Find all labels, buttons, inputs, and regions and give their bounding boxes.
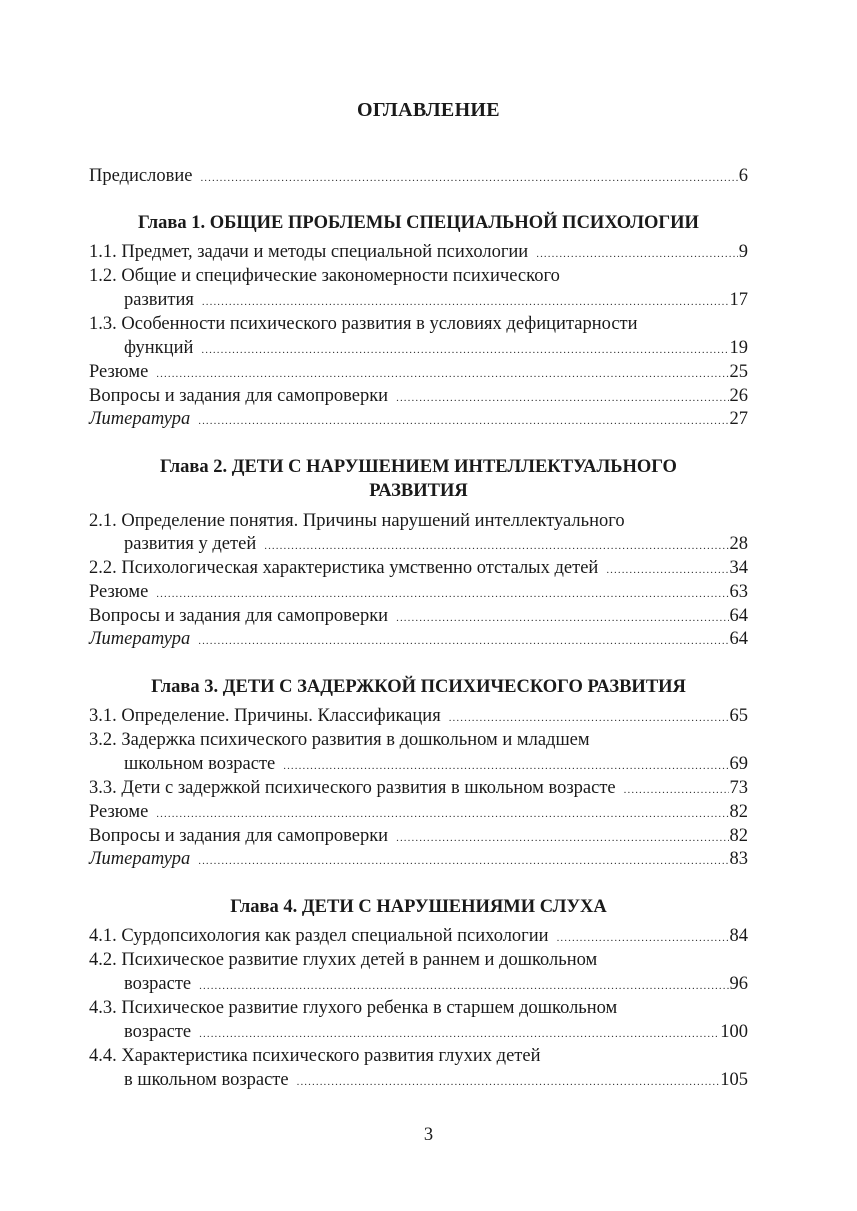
toc-entry-questions[interactable] xyxy=(89,605,748,628)
dot-leader xyxy=(199,975,728,998)
toc-entry-questions[interactable] xyxy=(89,825,748,848)
toc-entry-label: Резюме xyxy=(89,802,149,822)
toc-entry-label: 3.3. Дети с задержкой психического развития в школьном возрасте xyxy=(89,778,616,798)
toc-entry-label: Вопросы и задания для самопроверки xyxy=(89,386,389,406)
toc-entry-page: 27 xyxy=(729,409,748,429)
toc-entry[interactable] xyxy=(124,337,748,360)
page-number: 3 xyxy=(423,1125,434,1145)
toc-entry[interactable] xyxy=(89,241,748,264)
toc-entry-summary[interactable] xyxy=(89,361,748,384)
toc-entry[interactable] xyxy=(124,533,748,556)
toc-entry-page: 25 xyxy=(729,362,748,382)
toc-entry-first-line[interactable]: 1.3. Особенности психического развития в условиях дефицитарности xyxy=(89,314,638,334)
toc-entry-page: 65 xyxy=(729,706,748,726)
toc-entry-label: 2.2. Психологическая характеристика умственно отсталых детей xyxy=(89,558,599,578)
dot-leader xyxy=(199,1023,719,1046)
dot-leader xyxy=(156,363,728,386)
toc-entry-page: 84 xyxy=(729,926,748,946)
dot-leader xyxy=(297,1071,720,1094)
toc-entry-label: Резюме xyxy=(89,362,149,382)
toc-entry-label: школьном возрасте xyxy=(124,754,276,774)
dot-leader xyxy=(198,850,728,873)
toc-entry[interactable] xyxy=(89,705,748,728)
toc-entry-page: 64 xyxy=(729,606,748,626)
dot-leader xyxy=(396,607,728,630)
dot-leader xyxy=(624,779,729,802)
dot-leader xyxy=(198,630,728,653)
dot-leader xyxy=(283,755,728,778)
toc-entry-label: 3.1. Определение. Причины. Классификация xyxy=(89,706,441,726)
toc-entry-page: 28 xyxy=(729,534,748,554)
toc-entry-page: 17 xyxy=(729,290,748,310)
toc-entry-literature[interactable] xyxy=(89,628,748,651)
toc-entry-label: Литература xyxy=(89,409,191,429)
toc-entry-label: Резюме xyxy=(89,582,149,602)
toc-entry-label: 4.1. Сурдопсихология как раздел специальной психологии xyxy=(89,926,549,946)
toc-entry-first-line[interactable]: 4.3. Психическое развитие глухого ребенка в старшем дошкольном xyxy=(89,998,618,1018)
dot-leader xyxy=(200,167,737,190)
toc-entry[interactable] xyxy=(89,777,748,800)
toc-entry[interactable] xyxy=(124,289,748,312)
dot-leader xyxy=(201,339,728,362)
toc-entry-page: 96 xyxy=(729,974,748,994)
toc-entry-label: развития у детей xyxy=(124,534,257,554)
dot-leader xyxy=(156,583,728,606)
toc-entry-page: 83 xyxy=(729,849,748,869)
toc-entry-page: 69 xyxy=(729,754,748,774)
toc-entry-page: 9 xyxy=(738,242,748,262)
toc-entry-preface[interactable] xyxy=(89,165,748,188)
toc-entry-page: 64 xyxy=(729,629,748,649)
chapter-heading: Глава 3. ДЕТИ С ЗАДЕРЖКОЙ ПСИХИЧЕСКОГО РАЗВИТИЯ xyxy=(151,677,686,697)
toc-entry-first-line[interactable]: 4.2. Психическое развитие глухих детей в раннем и дошкольном xyxy=(89,950,598,970)
dot-leader xyxy=(536,243,738,266)
dot-leader xyxy=(557,927,729,950)
dot-leader xyxy=(396,387,728,410)
dot-leader xyxy=(606,559,728,582)
toc-entry-label: Литература xyxy=(89,849,191,869)
toc-entry[interactable] xyxy=(89,925,748,948)
toc-entry-summary[interactable] xyxy=(89,801,748,824)
toc-entry-first-line[interactable]: 1.2. Общие и специфические закономерности психического xyxy=(89,266,560,286)
dot-leader xyxy=(264,535,728,558)
toc-entry-label: в школьном возрасте xyxy=(124,1070,289,1090)
toc-entry[interactable] xyxy=(124,753,748,776)
toc-entry-label: возрасте xyxy=(124,1022,192,1042)
toc-entry-first-line[interactable]: 3.2. Задержка психического развития в дошкольном и младшем xyxy=(89,730,590,750)
toc-entry-literature[interactable] xyxy=(89,408,748,431)
chapter-heading-continuation: РАЗВИТИЯ xyxy=(369,481,468,501)
toc-entry[interactable] xyxy=(124,1021,748,1044)
toc-entry-page: 100 xyxy=(720,1022,748,1042)
dot-leader xyxy=(396,827,728,850)
chapter-heading: Глава 2. ДЕТИ С НАРУШЕНИЕМ ИНТЕЛЛЕКТУАЛЬНОГО xyxy=(160,457,677,477)
chapter-heading: Глава 4. ДЕТИ С НАРУШЕНИЯМИ СЛУХА xyxy=(230,897,607,917)
toc-entry-page: 19 xyxy=(729,338,748,358)
toc-entry-first-line[interactable]: 2.1. Определение понятия. Причины нарушений интеллектуального xyxy=(89,511,625,531)
toc-entry-label: 1.1. Предмет, задачи и методы специальной психологии xyxy=(89,242,529,262)
toc-entry-literature[interactable] xyxy=(89,848,748,871)
toc-entry-label: Вопросы и задания для самопроверки xyxy=(89,826,389,846)
toc-entry[interactable] xyxy=(124,1069,748,1092)
toc-entry[interactable] xyxy=(124,973,748,996)
toc-entry-summary[interactable] xyxy=(89,581,748,604)
dot-leader xyxy=(202,291,729,314)
toc-entry-label: Литература xyxy=(89,629,191,649)
toc-entry-page: 82 xyxy=(729,802,748,822)
toc-entry-label: возрасте xyxy=(124,974,192,994)
dot-leader xyxy=(156,803,728,826)
toc-entry-page: 73 xyxy=(729,778,748,798)
toc-entry-label: Вопросы и задания для самопроверки xyxy=(89,606,389,626)
toc-entry-page: 82 xyxy=(729,826,748,846)
toc-entry-page: 26 xyxy=(729,386,748,406)
page-title: ОГЛАВЛЕНИЕ xyxy=(357,99,500,121)
toc-entry-page: 6 xyxy=(738,166,748,186)
toc-entry-label: функций xyxy=(124,338,194,358)
toc-entry-questions[interactable] xyxy=(89,385,748,408)
chapter-heading: Глава 1. ОБЩИЕ ПРОБЛЕМЫ СПЕЦИАЛЬНОЙ ПСИХОЛОГИИ xyxy=(138,213,699,233)
dot-leader xyxy=(449,707,729,730)
toc-entry[interactable] xyxy=(89,557,748,580)
toc-entry-label: развития xyxy=(124,290,194,310)
toc-entry-first-line[interactable]: 4.4. Характеристика психического развития глухих детей xyxy=(89,1046,541,1066)
toc-entry-page: 63 xyxy=(729,582,748,602)
toc-entry-page: 105 xyxy=(720,1070,748,1090)
dot-leader xyxy=(198,410,728,433)
toc-entry-label: Предисловие xyxy=(89,166,193,186)
toc-entry-page: 34 xyxy=(729,558,748,578)
